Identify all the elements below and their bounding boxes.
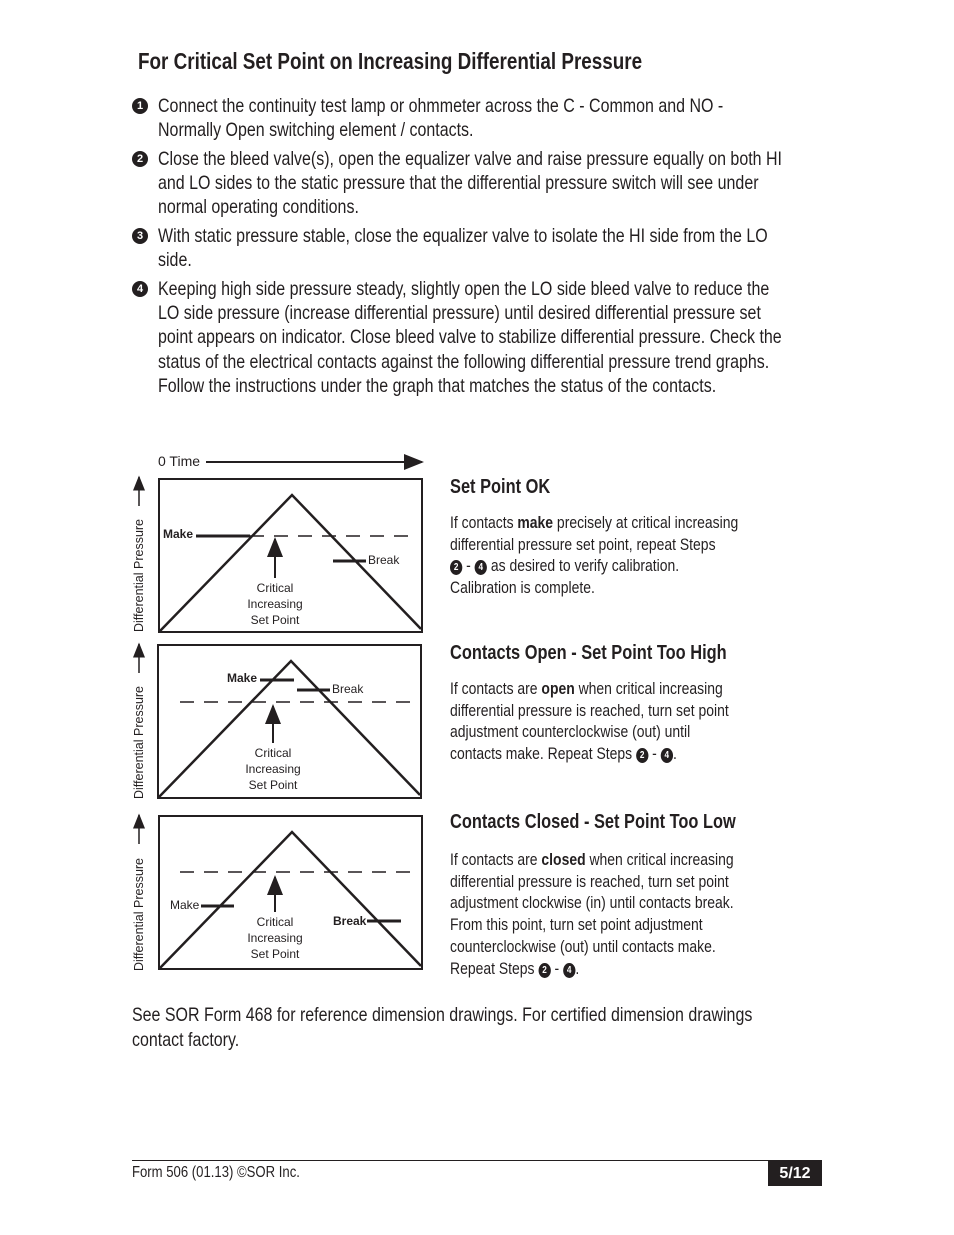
critical-label: Critical bbox=[254, 746, 292, 760]
critical-label: Increasing bbox=[247, 597, 303, 611]
step-text: With static pressure stable, close the equalizer valve to isolate the HI side from the LO bbox=[158, 225, 768, 247]
page-title: For Critical Set Point on Increasing Differential Pressure bbox=[138, 48, 643, 74]
step-2-icon: 2 bbox=[636, 748, 648, 763]
section-body-ok: If contacts make precisely at critical increasing differential pressure set point, repeat Steps 2 - 4 as desired to verify calibration. Calibration is complete. bbox=[450, 513, 739, 598]
graph-set-point-too-high bbox=[132, 644, 421, 799]
break-label: Break bbox=[333, 914, 367, 928]
step-number: 4 bbox=[132, 281, 148, 297]
axis-label: Differential Pressure bbox=[132, 857, 146, 971]
step-text: normal operating conditions. bbox=[158, 196, 359, 219]
section-title-ok: Set Point OK bbox=[450, 476, 551, 498]
graph-set-point-too-low bbox=[132, 815, 422, 971]
step-number: 2 bbox=[132, 151, 148, 167]
footer-rule bbox=[132, 1160, 822, 1161]
axis-label: Differential Pressure bbox=[132, 685, 146, 799]
step-4-icon: 4 bbox=[563, 963, 575, 978]
section-title-too-high: Contacts Open - Set Point Too High bbox=[450, 642, 727, 664]
step-4-icon: 4 bbox=[661, 748, 673, 763]
make-label: Make bbox=[227, 671, 258, 685]
step-4-icon: 4 bbox=[475, 560, 487, 575]
step-text: Normally Open switching element / contacts. bbox=[158, 119, 474, 142]
page-number: 5/12 bbox=[768, 1161, 822, 1186]
graph-set-point-ok bbox=[132, 477, 422, 632]
step-text: Keeping high side pressure steady, slightly open the LO side bleed valve to reduce the bbox=[158, 278, 770, 300]
step-text: status of the electrical contacts against the following differential pressure trend graphs. bbox=[158, 350, 770, 373]
step-2-icon: 2 bbox=[538, 963, 550, 978]
reference-note: See SOR Form 468 for reference dimension drawings. For certified dimension drawings contact factory. bbox=[132, 1004, 753, 1051]
step-number: 3 bbox=[132, 228, 148, 244]
step-2-icon: 2 bbox=[450, 560, 462, 575]
break-label: Break bbox=[368, 553, 400, 567]
axis-label: Differential Pressure bbox=[132, 518, 146, 632]
step-text: Follow the instructions under the graph that matches the status of the contacts. bbox=[158, 374, 717, 397]
break-label: Break bbox=[332, 682, 364, 696]
section-body-too-low: If contacts are closed when critical increasing differential pressure is reached, turn set point adjustment clockwise (in) until contacts break. From this point, turn set point adjustment counterclockwise (out) until contacts make. Repeat Steps 2 - 4 . bbox=[450, 850, 734, 978]
time-label: 0 Time bbox=[158, 453, 201, 469]
step-text: and LO sides to the static pressure that the differential pressure switch will see under bbox=[158, 172, 759, 195]
step-text: LO side pressure (increase differential pressure) until desired differential pressure set bbox=[158, 302, 761, 325]
step-text: point appears on indicator. Close bleed valve to stabilize differential pressure. Check the bbox=[158, 326, 782, 349]
critical-label: Critical bbox=[256, 915, 294, 929]
critical-label: Set Point bbox=[250, 613, 300, 627]
step-text: side. bbox=[158, 249, 192, 272]
section-title-too-low: Contacts Closed - Set Point Too Low bbox=[450, 811, 736, 833]
critical-label: Increasing bbox=[247, 931, 303, 945]
step-text: Close the bleed valve(s), open the equalizer valve and raise pressure equally on both HI bbox=[158, 148, 782, 170]
section-body-too-high: If contacts are open when critical increasing differential pressure is reached, turn set point adjustment counterclockwise (out) until contacts make. Repeat Steps 2 - 4 . bbox=[450, 679, 729, 764]
critical-label: Critical bbox=[256, 581, 294, 595]
critical-label: Increasing bbox=[245, 762, 301, 776]
critical-label: Set Point bbox=[248, 778, 298, 792]
make-label: Make bbox=[163, 527, 194, 541]
critical-label: Set Point bbox=[250, 947, 300, 961]
step-number: 1 bbox=[132, 98, 148, 114]
step-text: Connect the continuity test lamp or ohmmeter across the C - Common and NO - bbox=[158, 95, 724, 117]
footer-form-label: Form 506 (01.13) ©SOR Inc. bbox=[132, 1164, 300, 1181]
make-label: Make bbox=[170, 898, 200, 912]
